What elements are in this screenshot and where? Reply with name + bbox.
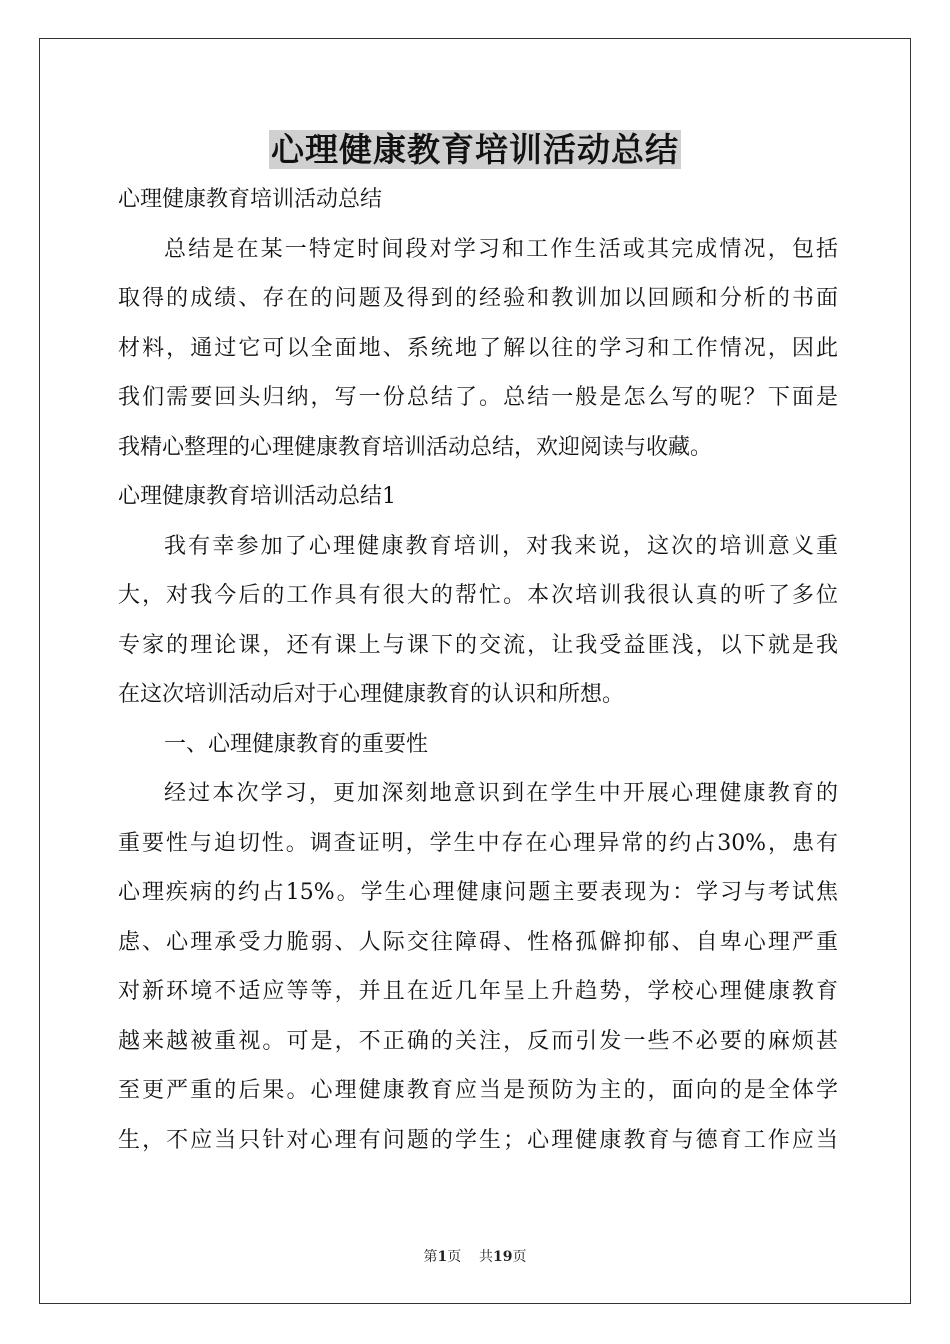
paragraph-line: 材料，通过它可以全面地、系统地了解以往的学习和工作情况，因此: [118, 335, 838, 361]
paragraph-line: 重要性与迫切性。调查证明，学生中存在心理异常的约占30%，患有: [118, 830, 838, 856]
paragraph-line: 在这次培训活动后对于心理健康教育的认识和所想。: [118, 682, 625, 707]
paragraph-line: 我精心整理的心理健康教育培训活动总结，欢迎阅读与收藏。: [118, 434, 713, 460]
paragraph-line: 越来越被重视。可是，不正确的关注，反而引发一些不必要的麻烦甚: [118, 1028, 838, 1054]
document-body: [118, 175, 838, 1165]
page-number: 第1页: [423, 1249, 462, 1265]
paragraph-line: 经过本次学习，更加深刻地意识到在学生中开展心理健康教育的: [164, 781, 838, 806]
section-heading: 心理健康教育培训活动总结1: [118, 484, 396, 509]
document-title: [0, 127, 950, 173]
paragraph-line: 生，不应当只针对心理有问题的学生；心理健康教育与德育工作应当: [118, 1127, 838, 1153]
paragraph-line: 心理疾病的约占15%。学生心理健康问题主要表现为：学习与考试焦: [118, 880, 838, 905]
paragraph-line: 我有幸参加了心理健康教育培训，对我来说，这次的培训意义重: [164, 533, 838, 559]
paragraph-line: 至更严重的后果。心理健康教育应当是预防为主的，面向的是全体学: [118, 1078, 838, 1103]
paragraph-line: 对新环境不适应等等，并且在近几年呈上升趋势，学校心理健康教育: [118, 979, 838, 1004]
total-pages: 共19页: [479, 1249, 527, 1265]
paragraph-line: 取得的成绩、存在的问题及得到的经验和教训加以回顾和分析的书面: [118, 286, 838, 311]
paragraph-line: 大，对我今后的工作具有很大的帮忙。本次培训我很认真的听了多位: [118, 583, 838, 608]
paragraph-line: 总结是在某一特定时间段对学习和工作生活或其完成情况，包括: [164, 236, 838, 262]
paragraph-line: 虑、心理承受力脆弱、人际交往障碍、性格孤僻抑郁、自卑心理严重: [118, 929, 838, 955]
paragraph-line: 我们需要回头归纳，写一份总结了。总结一般是怎么写的呢？下面是: [118, 385, 838, 410]
section-heading: 心理健康教育培训活动总结: [118, 187, 383, 212]
document-title-text: 心理健康教育培训活动总结: [271, 130, 679, 169]
page-footer: [0, 1247, 950, 1267]
subsection-heading: 一、心理健康教育的重要性: [164, 731, 429, 757]
paragraph-line: 专家的理论课，还有课上与课下的交流，让我受益匪浅，以下就是我: [118, 632, 838, 658]
